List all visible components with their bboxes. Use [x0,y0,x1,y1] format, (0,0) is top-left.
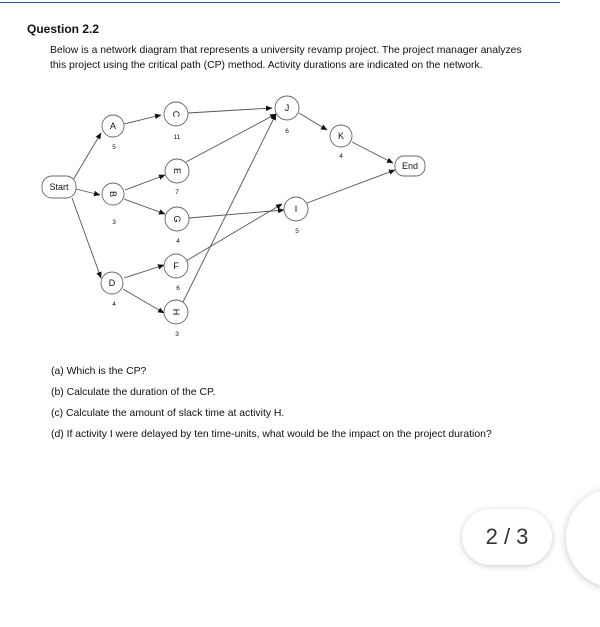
activity-duration-a: 5 [112,144,116,151]
activity-label-f: F [173,261,179,271]
activity-duration-e: 7 [175,189,179,196]
activity-duration-d: 4 [112,301,116,308]
edge-k-end [352,142,393,163]
edge-j-k [299,113,327,130]
activity-duration-f: 6 [176,285,180,292]
edge-f-i [186,204,282,261]
question-title: Question 2.2 [27,22,100,36]
question-list [51,361,492,445]
edge-i-end [307,170,395,203]
edge-b-e [125,175,165,190]
activity-label-d: D [108,278,116,288]
question-c: (c) Calculate the amount of slack time at activity H. [51,408,285,419]
edge-b-g [124,199,165,214]
activity-duration-b: 3 [112,219,116,226]
edge-d-f [124,265,164,278]
edge-d-h [123,289,164,313]
edge-e-j [186,114,276,162]
edge-start-d [72,198,101,278]
edge-start-b [76,189,100,195]
activity-duration-g: 4 [176,238,180,245]
activity-label-g: G [172,215,182,223]
page-indicator: 2 / 3 [462,509,552,565]
activity-label-a: A [109,121,117,131]
intro-line-1: Below is a network diagram that represents a university revamp project. The project manager analyzes [50,45,522,56]
intro-line-2: this project using the critical path (CP) method. Activity durations are indicated on the network. [50,60,483,71]
activity-label-c: C [171,110,181,118]
next-page-button[interactable] [566,488,600,588]
activity-duration-h: 3 [175,331,179,338]
activity-duration-k: 4 [339,153,343,160]
question-a: (a) Which is the CP? [51,366,147,377]
edge-h-j [181,114,276,306]
question-d: (d) If activity I were delayed by ten time-units, what would be the impact on the project duration? [51,429,492,440]
activity-label-h: H [171,308,181,316]
activity-duration-j: 6 [285,128,289,135]
activity-duration-c: 11 [173,134,181,141]
edge-a-c [124,115,161,124]
activity-label-j: J [284,103,290,113]
question-b: (b) Calculate the duration of the CP. [51,387,216,398]
activity-label-i: I [294,204,298,214]
end-label: End [401,161,419,171]
edge-start-a [73,133,101,180]
activity-label-k: K [337,131,345,141]
start-label: Start [49,182,69,192]
activity-label-b: B [108,190,118,198]
edge-c-j [188,108,272,113]
activity-duration-i: 5 [295,228,299,235]
activity-label-e: E [172,167,182,175]
